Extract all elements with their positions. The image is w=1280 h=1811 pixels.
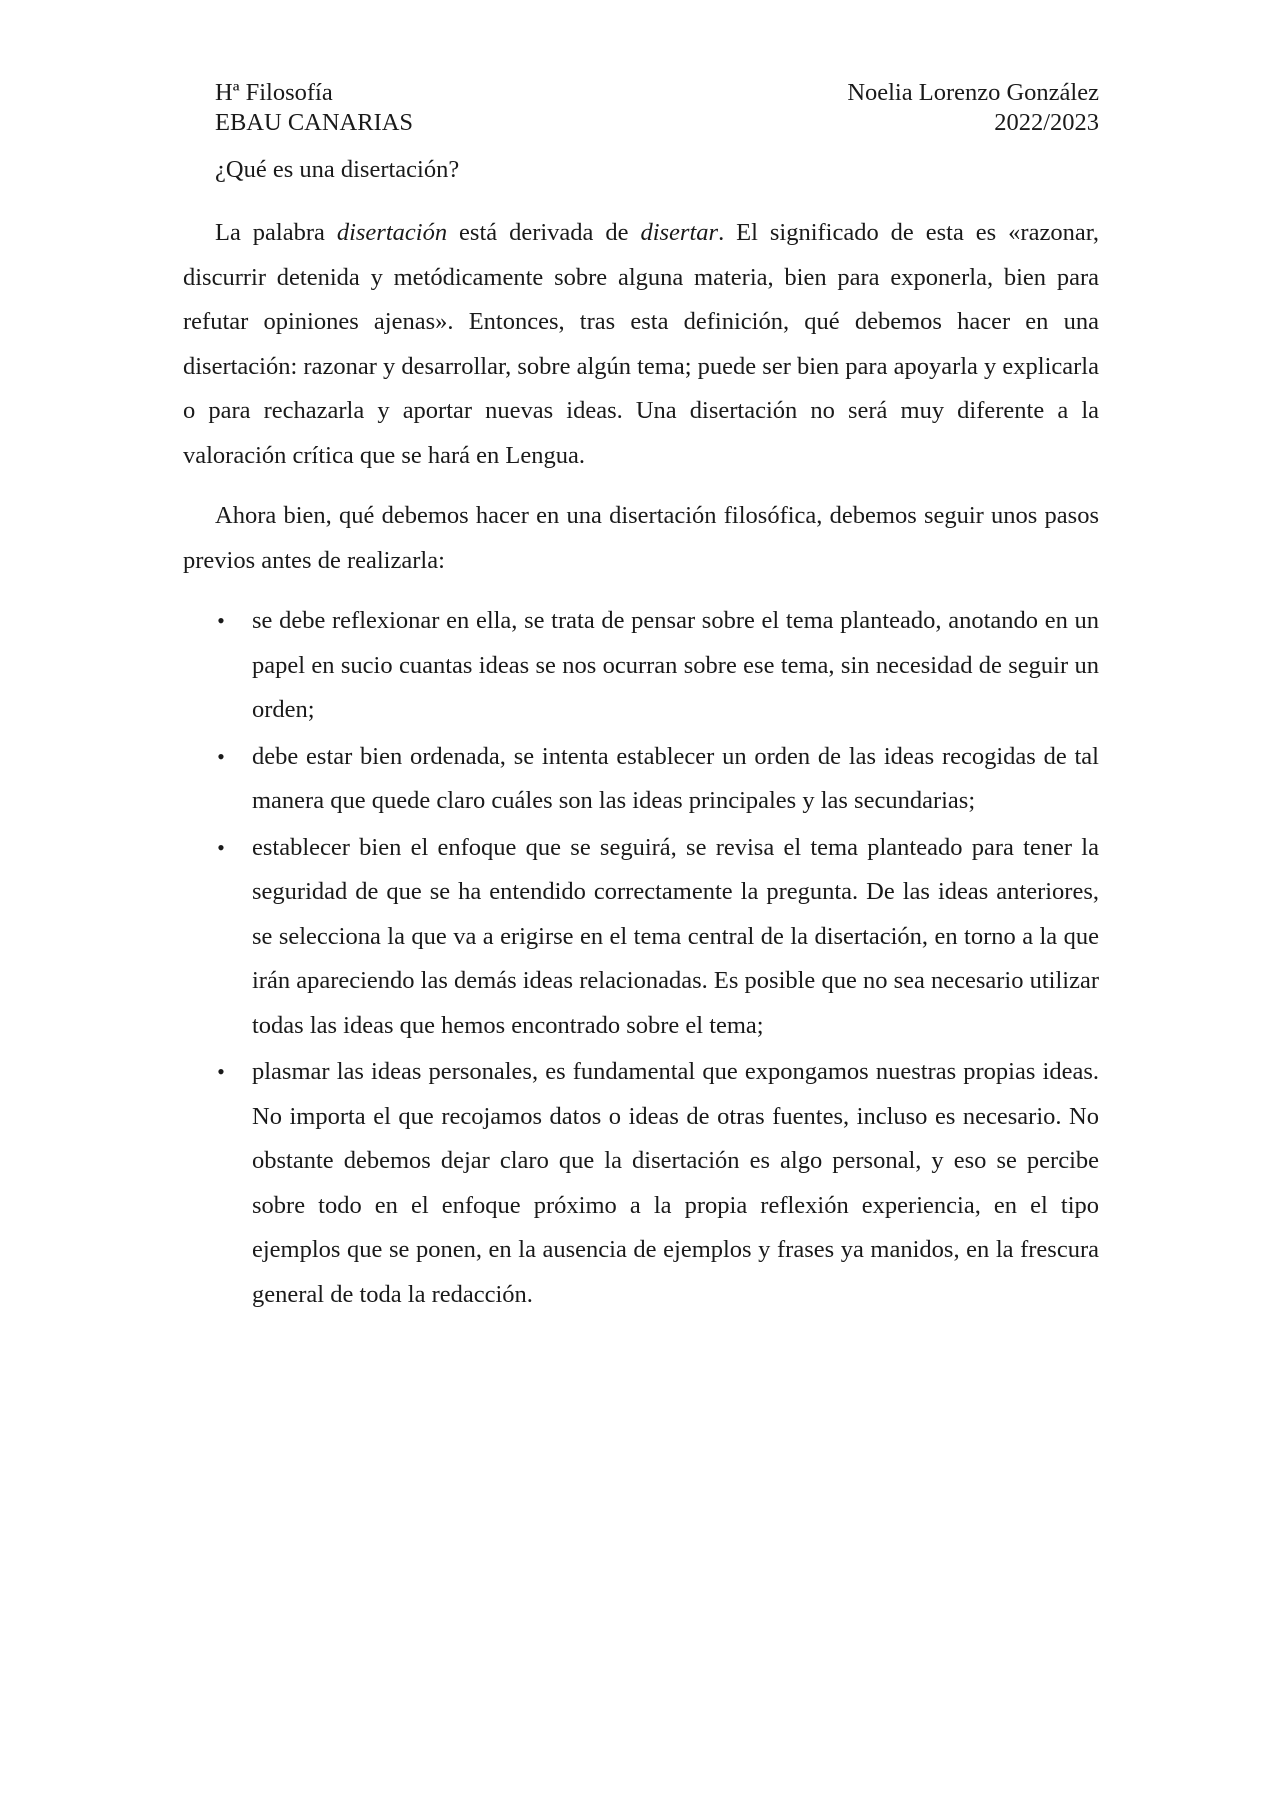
list-item-text: establecer bien el enfoque que se seguirá, se revisa el tema planteado para tener la seguridad de que se ha entendido correctamente la pregunta. De las ideas anteriores, se selecciona la que va a erigirse en el tema central de la disertación, en torno a la que irán apareciendo las demás ideas relacionadas. Es posible que no sea necesario utilizar todas las ideas que hemos encontrado sobre el tema; xyxy=(252,833,1099,1039)
list-item-text: se debe reflexionar en ella, se trata de pensar sobre el tema planteado, anotando en un papel en sucio cuantas ideas se nos ocurran sobre ese tema, sin necesidad de seguir un orden; xyxy=(252,607,1099,723)
paragraph-emphasis: disertar xyxy=(640,219,719,246)
bullet-icon: • xyxy=(217,743,225,769)
paragraph-definition xyxy=(183,211,1099,478)
bullet-icon: • xyxy=(217,608,225,633)
list-item xyxy=(183,735,1099,824)
paragraph-text: está derivada de xyxy=(447,219,641,246)
paragraph-text: . El significado de esta es «razonar, discurrir detenida y metódicamente sobre alguna materia, bien para exponerla, bien para refutar opiniones ajenas». Entonces, tras esta definición, qué debemos hacer en una disertación: razonar y desarrollar, sobre algún tema; puede ser bien para apoyarla y explicarla o para rechazarla y aportar nuevas ideas. Una disertación no será muy diferente a la valoración crítica que se hará en Lengua. xyxy=(183,219,1099,469)
bullet-icon: • xyxy=(217,834,225,860)
header-exam: EBAU CANARIAS xyxy=(215,109,414,136)
steps-list xyxy=(183,599,1099,1317)
list-item xyxy=(183,599,1099,733)
paragraph-emphasis: disertación xyxy=(336,219,448,246)
list-item-text: debe estar bien ordenada, se intenta establecer un orden de las ideas recogidas de tal manera que quede claro cuáles son las ideas principales y las secundarias; xyxy=(252,742,1099,814)
list-item xyxy=(183,1050,1099,1317)
paragraph-text: La palabra xyxy=(215,219,337,246)
list-item-text: plasmar las ideas personales, es fundamental que expongamos nuestras propias ideas. No importa el que recojamos datos o ideas de otras fuentes, incluso es necesario. No obstante debemos dejar claro que la disertación es algo personal, y eso se percibe sobre todo en el enfoque próximo a la propia reflexión experiencia, en el tipo ejemplos que se ponen, en la ausencia de ejemplos y frases ya manidos, en la frescura general de toda la redacción. xyxy=(252,1058,1099,1308)
header-right xyxy=(847,78,1099,138)
document-body xyxy=(183,211,1099,1319)
header-year: 2022/2023 xyxy=(994,109,1099,136)
header-left xyxy=(215,78,413,138)
header-author: Noelia Lorenzo González xyxy=(847,79,1099,106)
paragraph-steps-intro: Ahora bien, qué debemos hacer en una disertación filosófica, debemos seguir unos pasos previos antes de realizarla: xyxy=(183,502,1099,574)
list-item xyxy=(183,826,1099,1049)
question-title: ¿Qué es una disertación? xyxy=(215,156,460,183)
header-subject: Hª Filosofía xyxy=(215,79,333,106)
bullet-icon: • xyxy=(217,1059,225,1084)
